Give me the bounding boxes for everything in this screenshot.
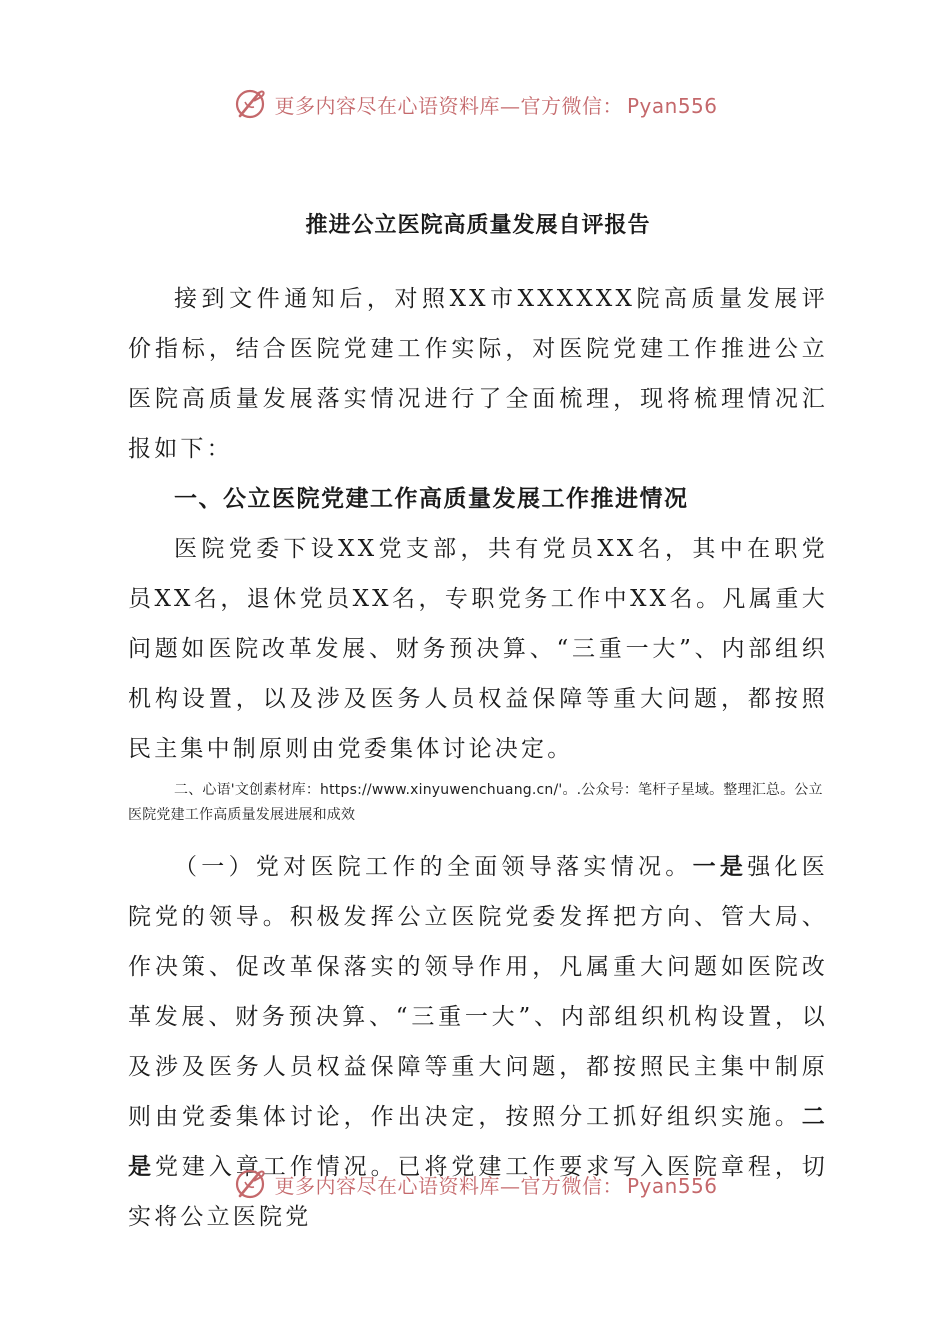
wechat-id: Pyan556 (626, 1173, 718, 1198)
section-1-heading: 一、公立医院党建工作高质量发展工作推进情况 (174, 485, 689, 512)
section-2-note: 二、心语'文创素材库：https://www.xinyuwenchuang.cn/'。.公众号：笔杆子星域。整理汇总。公立医院党建工作高质量发展进展和成效 (128, 782, 823, 823)
point-2-label: 二是 (128, 1103, 828, 1180)
point-2-text: 党建入章工作情况。已将党建工作要求写入医院章程，切实将公立医院党 (128, 1154, 828, 1230)
intro-paragraph: 接到文件通知后，对照XX市XXXXXX院高质量发展评价指标，结合医院党建工作实际，对医院党建工作推进公立医院高质量发展落实情况进行了全面梳理，现将梳理情况汇报如下： (128, 286, 828, 462)
banner-promo-text: 更多内容尽在心语资料库—官方微信： (274, 93, 623, 118)
quill-pen-logo-icon (232, 86, 268, 122)
banner-text (274, 90, 717, 119)
banner-text (274, 1170, 717, 1199)
document-body (128, 200, 828, 1242)
document-title: 推进公立医院高质量发展自评报告 (305, 212, 651, 238)
footer-banner (0, 1162, 950, 1206)
header-banner (0, 82, 950, 126)
subsection-1-lead: （一）党对医院工作的全面领导落实情况。 (174, 854, 693, 880)
section-1-paragraph: 医院党委下设XX党支部，共有党员XX名，其中在职党员XX名，退休党员XX名，专职党务工作中XX名。凡属重大问题如医院改革发展、财务预决算、“三重一大”、内部组织机构设置，以及涉及医务人员权益保障等重大问题，都按照民主集中制原则由党委集体讨论决定。 (128, 536, 828, 762)
quill-pen-logo-icon (232, 1166, 268, 1202)
wechat-id: Pyan556 (626, 93, 718, 118)
banner-promo-text: 更多内容尽在心语资料库—官方微信： (274, 1173, 623, 1198)
point-1-text: 强化医院党的领导。积极发挥公立医院党委发挥把方向、管大局、作决策、促改革保落实的领导作用，凡属重大问题如医院改革发展、财务预决算、“三重一大”、内部组织机构设置，以及涉及医务人员权益保障等重大问题，都按照民主集中制原则由党委集体讨论，作出决定，按照分工抓好组织实施。 (128, 854, 828, 1130)
point-1-label: 一是 (692, 853, 748, 880)
